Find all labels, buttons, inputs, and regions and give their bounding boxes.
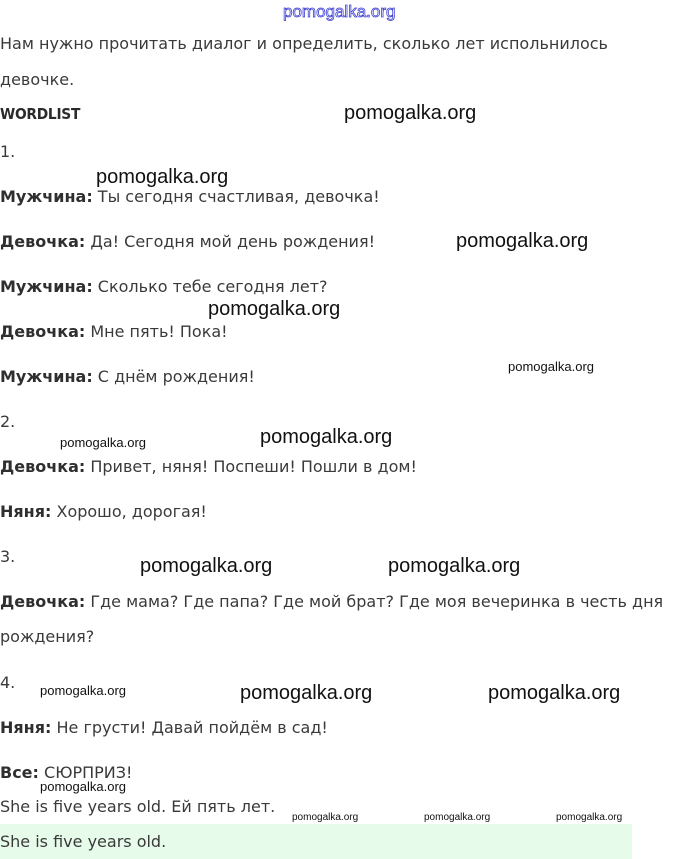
intro-line-1: Нам нужно прочитать диалог и определить, сколько лет испольнилось [0, 34, 608, 53]
utterance: С днём рождения! [92, 367, 255, 386]
header-watermark: pomogalka.org [283, 2, 396, 21]
dialogue-line [0, 232, 375, 251]
section-number: 1. [0, 142, 16, 161]
dialogue-line [0, 592, 663, 611]
speaker: Девочка: [0, 592, 86, 611]
watermark: pomogalka.org [292, 812, 359, 823]
dialogue-line [0, 187, 380, 206]
wordlist-heading: WORDLIST [0, 105, 81, 123]
watermark: pomogalka.org [556, 812, 623, 823]
watermark: pomogalka.org [96, 166, 229, 188]
speaker: Девочка: [0, 457, 86, 476]
speaker: Мужчина: [0, 187, 93, 206]
speaker: Мужчина: [0, 367, 93, 386]
watermark: pomogalka.org [40, 683, 126, 698]
utterance: Мне пять! Пока! [85, 322, 228, 341]
watermark: pomogalka.org [508, 359, 594, 374]
speaker: Все: [0, 763, 39, 782]
watermark: pomogalka.org [40, 779, 126, 794]
watermark: pomogalka.org [240, 682, 373, 704]
speaker: Девочка: [0, 322, 86, 341]
section-number: 3. [0, 547, 16, 566]
watermark: pomogalka.org [488, 682, 621, 704]
watermark: pomogalka.org [388, 555, 521, 577]
speaker: Мужчина: [0, 277, 93, 296]
utterance: Да! Сегодня мой день рождения! [85, 232, 375, 251]
watermark: pomogalka.org [208, 298, 341, 320]
answer-text: She is five years old. [0, 832, 167, 851]
section-number: 4. [0, 673, 16, 692]
section-number: 2. [0, 412, 16, 431]
dialogue-line [0, 718, 328, 737]
speaker: Няня: [0, 718, 52, 737]
dialogue-line [0, 457, 417, 476]
utterance: Хорошо, дорогая! [51, 502, 207, 521]
speaker: Девочка: [0, 232, 86, 251]
watermark: pomogalka.org [456, 230, 589, 252]
dialogue-line [0, 502, 207, 521]
watermark: pomogalka.org [140, 555, 273, 577]
dialogue-continuation: рождения? [0, 627, 95, 646]
watermark: pomogalka.org [260, 426, 393, 448]
utterance: Привет, няня! Поспеши! Пошли в дом! [85, 457, 417, 476]
utterance: Ты сегодня счастливая, девочка! [92, 187, 380, 206]
utterance: Не грусти! Давай пойдём в сад! [51, 718, 328, 737]
dialogue-line [0, 367, 255, 386]
intro-line-2: девочке. [0, 70, 75, 89]
dialogue-line [0, 277, 328, 296]
result-line: She is five years old. Ей пять лет. [0, 797, 276, 816]
utterance: Где мама? Где папа? Где мой брат? Где моя вечеринка в честь дня [85, 592, 664, 611]
utterance: Сколько тебе сегодня лет? [92, 277, 328, 296]
speaker: Няня: [0, 502, 52, 521]
watermark: pomogalka.org [344, 102, 477, 124]
watermark: pomogalka.org [424, 812, 491, 823]
dialogue-line [0, 322, 228, 341]
answer-box [0, 824, 632, 859]
watermark: pomogalka.org [60, 435, 146, 450]
utterance: СЮРПРИЗ! [38, 763, 133, 782]
